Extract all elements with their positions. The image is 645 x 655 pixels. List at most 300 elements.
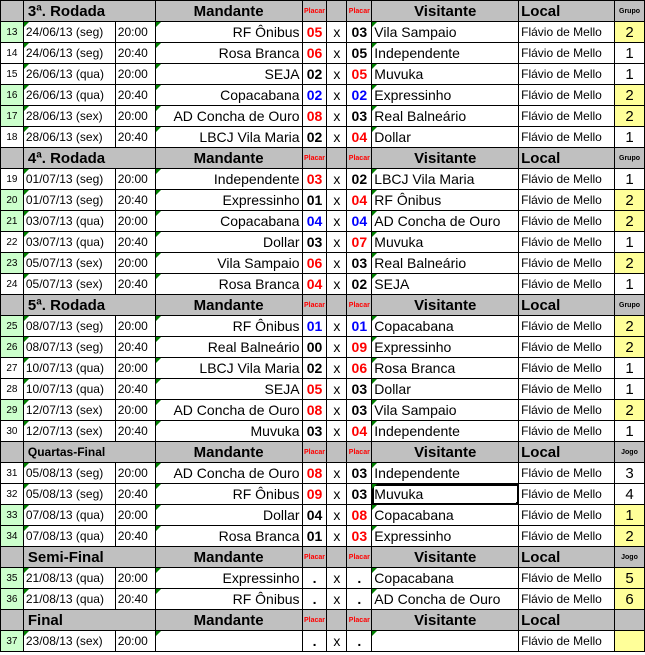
header-group-or-game[interactable]: Grupo	[615, 295, 645, 316]
date-cell[interactable]: 12/07/13 (sex)	[23, 421, 115, 442]
date-cell[interactable]: 28/06/13 (sex)	[23, 106, 115, 127]
away-team-cell[interactable]: Real Balneário	[372, 253, 519, 274]
row-number-cell[interactable]: 24	[1, 274, 24, 295]
date-cell[interactable]: 24/06/13 (seg)	[23, 22, 115, 43]
away-team-cell[interactable]: RF Ônibus	[372, 190, 519, 211]
date-cell[interactable]: 26/06/13 (qua)	[23, 85, 115, 106]
home-team-cell[interactable]: SEJA	[155, 379, 302, 400]
row-number-cell[interactable]: 18	[1, 127, 24, 148]
home-score-cell[interactable]: 02	[302, 64, 327, 85]
away-team-cell[interactable]: Dollar	[372, 127, 519, 148]
away-team-cell[interactable]: Independente	[372, 421, 519, 442]
group-cell[interactable]: 1	[615, 274, 645, 295]
away-score-cell[interactable]: 06	[347, 358, 372, 379]
time-cell[interactable]: 20:40	[115, 85, 155, 106]
row-number-cell[interactable]	[1, 1, 24, 22]
round-title[interactable]: 4ª. Rodada	[23, 148, 155, 169]
versus-cell[interactable]: x	[327, 43, 347, 64]
venue-cell[interactable]: Flávio de Mello	[519, 190, 615, 211]
home-team-cell[interactable]: Real Balneário	[155, 337, 302, 358]
versus-cell[interactable]: x	[327, 463, 347, 484]
home-score-cell[interactable]: 02	[302, 127, 327, 148]
away-score-cell[interactable]: 03	[347, 106, 372, 127]
header-placar-away[interactable]: Placar	[347, 610, 372, 631]
group-cell[interactable]: 2	[615, 253, 645, 274]
group-cell[interactable]: 1	[615, 169, 645, 190]
header-local[interactable]: Local	[519, 610, 615, 631]
home-team-cell[interactable]: Independente	[155, 169, 302, 190]
away-score-cell[interactable]: 03	[347, 379, 372, 400]
versus-cell[interactable]: x	[327, 316, 347, 337]
time-cell[interactable]: 20:00	[115, 358, 155, 379]
home-score-cell[interactable]: 04	[302, 505, 327, 526]
home-team-cell[interactable]	[155, 631, 302, 652]
header-placar-home[interactable]: Placar	[302, 610, 327, 631]
row-number-cell[interactable]: 19	[1, 169, 24, 190]
time-cell[interactable]: 20:40	[115, 379, 155, 400]
header-local[interactable]: Local	[519, 442, 615, 463]
row-number-cell[interactable]: 26	[1, 337, 24, 358]
group-cell[interactable]: 2	[615, 526, 645, 547]
date-cell[interactable]: 05/08/13 (seg)	[23, 463, 115, 484]
home-team-cell[interactable]: Dollar	[155, 232, 302, 253]
versus-cell[interactable]: x	[327, 631, 347, 652]
header-local[interactable]: Local	[519, 295, 615, 316]
home-team-cell[interactable]: RF Ônibus	[155, 22, 302, 43]
group-cell[interactable]	[615, 631, 645, 652]
versus-cell[interactable]: x	[327, 64, 347, 85]
away-score-cell[interactable]: 04	[347, 127, 372, 148]
away-team-cell[interactable]: Expressinho	[372, 526, 519, 547]
home-team-cell[interactable]: RF Ônibus	[155, 316, 302, 337]
home-score-cell[interactable]: 04	[302, 211, 327, 232]
header-placar-home[interactable]: Placar	[302, 1, 327, 22]
time-cell[interactable]: 20:00	[115, 400, 155, 421]
group-cell[interactable]: 2	[615, 106, 645, 127]
home-score-cell[interactable]: 01	[302, 526, 327, 547]
home-team-cell[interactable]: AD Concha de Ouro	[155, 463, 302, 484]
header-visitante[interactable]: Visitante	[372, 442, 519, 463]
away-score-cell[interactable]: 03	[347, 400, 372, 421]
header-group-or-game[interactable]: Jogo	[615, 442, 645, 463]
group-cell[interactable]: 5	[615, 568, 645, 589]
away-team-cell[interactable]: Muvuka	[372, 64, 519, 85]
header-x[interactable]	[327, 442, 347, 463]
round-title[interactable]: Quartas-Final	[23, 442, 155, 463]
date-cell[interactable]: 12/07/13 (sex)	[23, 400, 115, 421]
venue-cell[interactable]: Flávio de Mello	[519, 526, 615, 547]
away-team-cell[interactable]: Muvuka	[372, 232, 519, 253]
away-team-cell[interactable]: Rosa Branca	[372, 358, 519, 379]
group-cell[interactable]: 1	[615, 358, 645, 379]
versus-cell[interactable]: x	[327, 400, 347, 421]
header-placar-away[interactable]: Placar	[347, 547, 372, 568]
header-x[interactable]	[327, 610, 347, 631]
home-team-cell[interactable]: Dollar	[155, 505, 302, 526]
header-visitante[interactable]: Visitante	[372, 295, 519, 316]
away-score-cell[interactable]: 04	[347, 190, 372, 211]
away-team-cell[interactable]: Muvuka	[372, 484, 519, 505]
row-number-cell[interactable]: 23	[1, 253, 24, 274]
round-title[interactable]: Semi-Final	[23, 547, 155, 568]
header-x[interactable]	[327, 1, 347, 22]
date-cell[interactable]: 21/08/13 (qua)	[23, 589, 115, 610]
home-team-cell[interactable]: AD Concha de Ouro	[155, 400, 302, 421]
date-cell[interactable]: 07/08/13 (qua)	[23, 526, 115, 547]
versus-cell[interactable]: x	[327, 505, 347, 526]
venue-cell[interactable]: Flávio de Mello	[519, 169, 615, 190]
row-number-cell[interactable]: 35	[1, 568, 24, 589]
home-team-cell[interactable]: AD Concha de Ouro	[155, 106, 302, 127]
date-cell[interactable]: 05/07/13 (sex)	[23, 274, 115, 295]
time-cell[interactable]: 20:00	[115, 505, 155, 526]
row-number-cell[interactable]: 16	[1, 85, 24, 106]
row-number-cell[interactable]	[1, 295, 24, 316]
versus-cell[interactable]: x	[327, 568, 347, 589]
versus-cell[interactable]: x	[327, 190, 347, 211]
versus-cell[interactable]: x	[327, 589, 347, 610]
row-number-cell[interactable]: 33	[1, 505, 24, 526]
row-number-cell[interactable]: 21	[1, 211, 24, 232]
row-number-cell[interactable]: 22	[1, 232, 24, 253]
group-cell[interactable]: 2	[615, 211, 645, 232]
date-cell[interactable]: 21/08/13 (qua)	[23, 568, 115, 589]
versus-cell[interactable]: x	[327, 358, 347, 379]
away-team-cell[interactable]: LBCJ Vila Maria	[372, 169, 519, 190]
row-number-cell[interactable]: 31	[1, 463, 24, 484]
date-cell[interactable]: 08/07/13 (seg)	[23, 316, 115, 337]
row-number-cell[interactable]	[1, 442, 24, 463]
home-team-cell[interactable]: Rosa Branca	[155, 274, 302, 295]
time-cell[interactable]: 20:00	[115, 106, 155, 127]
versus-cell[interactable]: x	[327, 106, 347, 127]
away-team-cell[interactable]: Expressinho	[372, 337, 519, 358]
group-cell[interactable]: 1	[615, 505, 645, 526]
row-number-cell[interactable]: 27	[1, 358, 24, 379]
away-score-cell[interactable]: 02	[347, 85, 372, 106]
venue-cell[interactable]: Flávio de Mello	[519, 211, 615, 232]
row-number-cell[interactable]	[1, 148, 24, 169]
venue-cell[interactable]: Flávio de Mello	[519, 64, 615, 85]
versus-cell[interactable]: x	[327, 526, 347, 547]
venue-cell[interactable]: Flávio de Mello	[519, 568, 615, 589]
away-team-cell[interactable]: Copacabana	[372, 316, 519, 337]
venue-cell[interactable]: Flávio de Mello	[519, 106, 615, 127]
home-score-cell[interactable]: 03	[302, 421, 327, 442]
home-score-cell[interactable]: .	[302, 568, 327, 589]
header-x[interactable]	[327, 547, 347, 568]
time-cell[interactable]: 20:40	[115, 127, 155, 148]
time-cell[interactable]: 20:40	[115, 190, 155, 211]
away-score-cell[interactable]: .	[347, 589, 372, 610]
away-score-cell[interactable]: 04	[347, 421, 372, 442]
away-score-cell[interactable]: 03	[347, 526, 372, 547]
home-score-cell[interactable]: 05	[302, 379, 327, 400]
date-cell[interactable]: 07/08/13 (qua)	[23, 505, 115, 526]
venue-cell[interactable]: Flávio de Mello	[519, 484, 615, 505]
home-score-cell[interactable]: .	[302, 589, 327, 610]
date-cell[interactable]: 05/08/13 (seg)	[23, 484, 115, 505]
home-score-cell[interactable]: 03	[302, 232, 327, 253]
away-score-cell[interactable]: 03	[347, 463, 372, 484]
away-score-cell[interactable]: 04	[347, 211, 372, 232]
home-score-cell[interactable]: 02	[302, 85, 327, 106]
time-cell[interactable]: 20:00	[115, 169, 155, 190]
versus-cell[interactable]: x	[327, 232, 347, 253]
header-local[interactable]: Local	[519, 148, 615, 169]
header-visitante[interactable]: Visitante	[372, 610, 519, 631]
group-cell[interactable]: 4	[615, 484, 645, 505]
row-number-cell[interactable]: 32	[1, 484, 24, 505]
row-number-cell[interactable]: 17	[1, 106, 24, 127]
header-mandante[interactable]: Mandante	[155, 610, 302, 631]
away-team-cell[interactable]: Vila Sampaio	[372, 22, 519, 43]
venue-cell[interactable]: Flávio de Mello	[519, 505, 615, 526]
header-x[interactable]	[327, 148, 347, 169]
home-score-cell[interactable]: 01	[302, 190, 327, 211]
time-cell[interactable]: 20:40	[115, 484, 155, 505]
venue-cell[interactable]: Flávio de Mello	[519, 127, 615, 148]
round-title[interactable]: 3ª. Rodada	[23, 1, 155, 22]
date-cell[interactable]: 08/07/13 (seg)	[23, 337, 115, 358]
time-cell[interactable]: 20:00	[115, 316, 155, 337]
venue-cell[interactable]: Flávio de Mello	[519, 463, 615, 484]
away-score-cell[interactable]: 02	[347, 274, 372, 295]
away-team-cell[interactable]: SEJA	[372, 274, 519, 295]
group-cell[interactable]: 1	[615, 421, 645, 442]
time-cell[interactable]: 20:40	[115, 589, 155, 610]
venue-cell[interactable]: Flávio de Mello	[519, 631, 615, 652]
versus-cell[interactable]: x	[327, 421, 347, 442]
header-placar-away[interactable]: Placar	[347, 295, 372, 316]
time-cell[interactable]: 20:40	[115, 421, 155, 442]
venue-cell[interactable]: Flávio de Mello	[519, 358, 615, 379]
round-title[interactable]: 5ª. Rodada	[23, 295, 155, 316]
away-team-cell[interactable]: AD Concha de Ouro	[372, 211, 519, 232]
header-visitante[interactable]: Visitante	[372, 1, 519, 22]
away-score-cell[interactable]: 03	[347, 22, 372, 43]
away-score-cell[interactable]: 03	[347, 253, 372, 274]
away-score-cell[interactable]: 08	[347, 505, 372, 526]
header-group-or-game[interactable]: Grupo	[615, 1, 645, 22]
header-placar-home[interactable]: Placar	[302, 148, 327, 169]
group-cell[interactable]: 2	[615, 190, 645, 211]
row-number-cell[interactable]	[1, 547, 24, 568]
group-cell[interactable]: 1	[615, 232, 645, 253]
date-cell[interactable]: 03/07/13 (qua)	[23, 211, 115, 232]
away-score-cell[interactable]: 05	[347, 43, 372, 64]
round-title[interactable]: Final	[23, 610, 155, 631]
group-cell[interactable]: 1	[615, 127, 645, 148]
away-score-cell[interactable]: 05	[347, 64, 372, 85]
group-cell[interactable]: 1	[615, 64, 645, 85]
venue-cell[interactable]: Flávio de Mello	[519, 316, 615, 337]
group-cell[interactable]: 6	[615, 589, 645, 610]
row-number-cell[interactable]: 20	[1, 190, 24, 211]
row-number-cell[interactable]: 34	[1, 526, 24, 547]
versus-cell[interactable]: x	[327, 211, 347, 232]
group-cell[interactable]: 1	[615, 43, 645, 64]
home-score-cell[interactable]: 06	[302, 253, 327, 274]
time-cell[interactable]: 20:00	[115, 631, 155, 652]
home-score-cell[interactable]: 00	[302, 337, 327, 358]
versus-cell[interactable]: x	[327, 274, 347, 295]
time-cell[interactable]: 20:00	[115, 568, 155, 589]
header-visitante[interactable]: Visitante	[372, 148, 519, 169]
venue-cell[interactable]: Flávio de Mello	[519, 337, 615, 358]
group-cell[interactable]: 2	[615, 316, 645, 337]
row-number-cell[interactable]: 14	[1, 43, 24, 64]
away-team-cell[interactable]: Copacabana	[372, 505, 519, 526]
venue-cell[interactable]: Flávio de Mello	[519, 421, 615, 442]
away-score-cell[interactable]: 03	[347, 484, 372, 505]
home-score-cell[interactable]: 09	[302, 484, 327, 505]
home-team-cell[interactable]: RF Ônibus	[155, 589, 302, 610]
header-group-or-game[interactable]	[615, 610, 645, 631]
versus-cell[interactable]: x	[327, 484, 347, 505]
time-cell[interactable]: 20:40	[115, 274, 155, 295]
date-cell[interactable]: 03/07/13 (qua)	[23, 232, 115, 253]
group-cell[interactable]: 3	[615, 463, 645, 484]
time-cell[interactable]: 20:40	[115, 337, 155, 358]
date-cell[interactable]: 26/06/13 (qua)	[23, 64, 115, 85]
home-team-cell[interactable]: Expressinho	[155, 190, 302, 211]
versus-cell[interactable]: x	[327, 379, 347, 400]
date-cell[interactable]: 28/06/13 (sex)	[23, 127, 115, 148]
away-team-cell[interactable]: Real Balneário	[372, 106, 519, 127]
header-placar-home[interactable]: Placar	[302, 442, 327, 463]
header-visitante[interactable]: Visitante	[372, 547, 519, 568]
away-score-cell[interactable]: 07	[347, 232, 372, 253]
venue-cell[interactable]: Flávio de Mello	[519, 43, 615, 64]
away-team-cell[interactable]: Independente	[372, 43, 519, 64]
venue-cell[interactable]: Flávio de Mello	[519, 589, 615, 610]
header-group-or-game[interactable]: Jogo	[615, 547, 645, 568]
row-number-cell[interactable]: 36	[1, 589, 24, 610]
date-cell[interactable]: 10/07/13 (qua)	[23, 379, 115, 400]
group-cell[interactable]: 1	[615, 379, 645, 400]
home-score-cell[interactable]: .	[302, 631, 327, 652]
away-score-cell[interactable]: .	[347, 631, 372, 652]
away-score-cell[interactable]: 01	[347, 316, 372, 337]
home-team-cell[interactable]: Expressinho	[155, 568, 302, 589]
row-number-cell[interactable]: 25	[1, 316, 24, 337]
home-team-cell[interactable]: Rosa Branca	[155, 526, 302, 547]
time-cell[interactable]: 20:00	[115, 64, 155, 85]
venue-cell[interactable]: Flávio de Mello	[519, 85, 615, 106]
home-team-cell[interactable]: Copacabana	[155, 85, 302, 106]
header-mandante[interactable]: Mandante	[155, 1, 302, 22]
home-score-cell[interactable]: 08	[302, 106, 327, 127]
time-cell[interactable]: 20:40	[115, 43, 155, 64]
time-cell[interactable]: 20:00	[115, 463, 155, 484]
venue-cell[interactable]: Flávio de Mello	[519, 232, 615, 253]
date-cell[interactable]: 01/07/13 (seg)	[23, 190, 115, 211]
versus-cell[interactable]: x	[327, 253, 347, 274]
header-placar-away[interactable]: Placar	[347, 1, 372, 22]
away-team-cell[interactable]: AD Concha de Ouro	[372, 589, 519, 610]
home-team-cell[interactable]: LBCJ Vila Maria	[155, 127, 302, 148]
versus-cell[interactable]: x	[327, 85, 347, 106]
group-cell[interactable]: 2	[615, 337, 645, 358]
home-score-cell[interactable]: 01	[302, 316, 327, 337]
venue-cell[interactable]: Flávio de Mello	[519, 22, 615, 43]
away-team-cell[interactable]	[372, 631, 519, 652]
versus-cell[interactable]: x	[327, 169, 347, 190]
home-team-cell[interactable]: LBCJ Vila Maria	[155, 358, 302, 379]
away-score-cell[interactable]: 09	[347, 337, 372, 358]
date-cell[interactable]: 01/07/13 (seg)	[23, 169, 115, 190]
row-number-cell[interactable]: 30	[1, 421, 24, 442]
versus-cell[interactable]: x	[327, 337, 347, 358]
venue-cell[interactable]: Flávio de Mello	[519, 379, 615, 400]
header-mandante[interactable]: Mandante	[155, 442, 302, 463]
row-number-cell[interactable]: 28	[1, 379, 24, 400]
venue-cell[interactable]: Flávio de Mello	[519, 400, 615, 421]
header-local[interactable]: Local	[519, 547, 615, 568]
home-score-cell[interactable]: 06	[302, 43, 327, 64]
home-score-cell[interactable]: 04	[302, 274, 327, 295]
header-mandante[interactable]: Mandante	[155, 295, 302, 316]
time-cell[interactable]: 20:00	[115, 253, 155, 274]
row-number-cell[interactable]: 29	[1, 400, 24, 421]
away-team-cell[interactable]: Copacabana	[372, 568, 519, 589]
date-cell[interactable]: 05/07/13 (sex)	[23, 253, 115, 274]
header-group-or-game[interactable]: Grupo	[615, 148, 645, 169]
versus-cell[interactable]: x	[327, 127, 347, 148]
time-cell[interactable]: 20:40	[115, 232, 155, 253]
header-placar-home[interactable]: Placar	[302, 295, 327, 316]
away-score-cell[interactable]: 02	[347, 169, 372, 190]
header-x[interactable]	[327, 295, 347, 316]
away-team-cell[interactable]: Vila Sampaio	[372, 400, 519, 421]
away-score-cell[interactable]: .	[347, 568, 372, 589]
away-team-cell[interactable]: Independente	[372, 463, 519, 484]
row-number-cell[interactable]: 37	[1, 631, 24, 652]
home-team-cell[interactable]: Muvuka	[155, 421, 302, 442]
header-placar-home[interactable]: Placar	[302, 547, 327, 568]
row-number-cell[interactable]: 15	[1, 64, 24, 85]
away-team-cell[interactable]: Dollar	[372, 379, 519, 400]
venue-cell[interactable]: Flávio de Mello	[519, 274, 615, 295]
group-cell[interactable]: 2	[615, 22, 645, 43]
versus-cell[interactable]: x	[327, 22, 347, 43]
home-score-cell[interactable]: 03	[302, 169, 327, 190]
home-score-cell[interactable]: 05	[302, 22, 327, 43]
header-placar-away[interactable]: Placar	[347, 148, 372, 169]
date-cell[interactable]: 24/06/13 (seg)	[23, 43, 115, 64]
header-placar-away[interactable]: Placar	[347, 442, 372, 463]
group-cell[interactable]: 2	[615, 400, 645, 421]
row-number-cell[interactable]	[1, 610, 24, 631]
venue-cell[interactable]: Flávio de Mello	[519, 253, 615, 274]
home-team-cell[interactable]: Rosa Branca	[155, 43, 302, 64]
home-score-cell[interactable]: 08	[302, 463, 327, 484]
row-number-cell[interactable]: 13	[1, 22, 24, 43]
home-team-cell[interactable]: SEJA	[155, 64, 302, 85]
home-team-cell[interactable]: RF Ônibus	[155, 484, 302, 505]
home-score-cell[interactable]: 02	[302, 358, 327, 379]
header-mandante[interactable]: Mandante	[155, 547, 302, 568]
header-local[interactable]: Local	[519, 1, 615, 22]
header-mandante[interactable]: Mandante	[155, 148, 302, 169]
away-team-cell[interactable]: Expressinho	[372, 85, 519, 106]
home-score-cell[interactable]: 08	[302, 400, 327, 421]
home-team-cell[interactable]: Copacabana	[155, 211, 302, 232]
date-cell[interactable]: 10/07/13 (qua)	[23, 358, 115, 379]
group-cell[interactable]: 2	[615, 85, 645, 106]
home-team-cell[interactable]: Vila Sampaio	[155, 253, 302, 274]
